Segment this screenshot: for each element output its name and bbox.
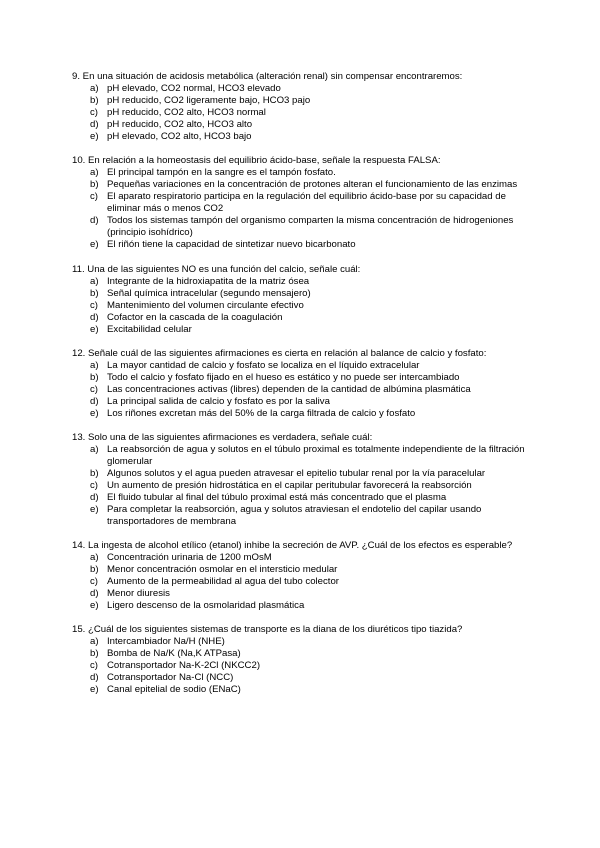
question-title: 15. ¿Cuál de los siguientes sistemas de transporte es la diana de los diuréticos tipo tiazida? [72, 624, 463, 635]
option-c [72, 480, 542, 492]
option-text: Excitabilidad celular [107, 324, 192, 335]
option-text: Intercambiador Na/H (NHE) [107, 636, 225, 647]
option-text: El aparato respiratorio participa en la regulación del equilibrio ácido-base por su capacidad de eliminar más o menos CO2 [107, 191, 506, 214]
option-e [72, 600, 542, 612]
option-letter: e) [90, 408, 99, 419]
option-e [72, 504, 542, 528]
option-text: Los riñones excretan más del 50% de la carga filtrada de calcio y fosfato [107, 408, 416, 419]
question-13 [72, 432, 542, 528]
option-letter: c) [90, 576, 98, 587]
question-title: 10. En relación a la homeostasis del equilibrio ácido-base, señale la respuesta FALSA: [72, 155, 441, 166]
option-c [72, 300, 542, 312]
option-text: pH elevado, CO2 normal, HCO3 elevado [107, 83, 281, 94]
option-d [72, 588, 542, 600]
option-d [72, 672, 542, 684]
option-d [72, 492, 542, 504]
option-text: Menor concentración osmolar en el intersticio medular [107, 564, 338, 575]
question-title: 11. Una de las siguientes NO es una función del calcio, señale cuál: [72, 264, 361, 275]
option-letter: c) [90, 191, 98, 202]
option-c [72, 107, 542, 119]
option-text: La principal salida de calcio y fosfato es por la saliva [107, 396, 330, 407]
option-text: Cotransportador Na-Cl (NCC) [107, 672, 234, 683]
option-d [72, 312, 542, 324]
option-b [72, 648, 542, 660]
option-text: Canal epitelial de sodio (ENaC) [107, 684, 241, 695]
option-list [72, 444, 542, 528]
option-e [72, 324, 542, 336]
option-text: pH reducido, CO2 alto, HCO3 normal [107, 107, 266, 118]
option-text: Integrante de la hidroxiapatita de la matriz ósea [107, 276, 310, 287]
option-b [72, 564, 542, 576]
option-b [72, 288, 542, 300]
option-text: El principal tampón en la sangre es el tampón fosfato. [107, 167, 336, 178]
option-letter: d) [90, 492, 99, 503]
option-a [72, 167, 542, 179]
option-text: Señal química intracelular (segundo mensajero) [107, 288, 311, 299]
option-letter: b) [90, 288, 99, 299]
option-text: Concentración urinaria de 1200 mOsM [107, 552, 272, 563]
option-a [72, 552, 542, 564]
option-a [72, 83, 542, 95]
option-letter: b) [90, 179, 99, 190]
option-text: Mantenimiento del volumen circulante efectivo [107, 300, 304, 311]
option-list [72, 276, 542, 336]
option-letter: d) [90, 119, 99, 130]
option-letter: e) [90, 239, 99, 250]
option-text: pH reducido, CO2 alto, HCO3 alto [107, 119, 253, 130]
option-letter: a) [90, 636, 99, 647]
option-text: Algunos solutos y el agua pueden atravesar el epitelio tubular renal por la vía paracelular [107, 468, 486, 479]
question-title: 12. Señale cuál de las siguientes afirmaciones es cierta en relación al balance de calcio y fosfato: [72, 348, 487, 359]
option-letter: c) [90, 107, 98, 118]
option-list [72, 636, 542, 696]
option-text: Las concentraciones activas (libres) dependen de la cantidad de albúmina plasmática [107, 384, 471, 395]
option-d [72, 215, 542, 239]
option-a [72, 276, 542, 288]
option-letter: b) [90, 648, 99, 659]
option-letter: d) [90, 672, 99, 683]
option-text: Cotransportador Na-K-2Cl (NKCC2) [107, 660, 261, 671]
option-c [72, 384, 542, 396]
option-text: El riñón tiene la capacidad de sintetizar nuevo bicarbonato [107, 239, 356, 250]
option-letter: a) [90, 167, 99, 178]
option-letter: a) [90, 444, 99, 455]
option-text: La reabsorción de agua y solutos en el túbulo proximal es totalmente independiente de la filtración glomerular [107, 444, 525, 467]
option-c [72, 191, 542, 215]
option-letter: a) [90, 360, 99, 371]
option-letter: e) [90, 600, 99, 611]
question-11 [72, 264, 542, 336]
question-14 [72, 540, 542, 612]
option-letter: e) [90, 324, 99, 335]
option-letter: a) [90, 83, 99, 94]
option-letter: c) [90, 384, 98, 395]
option-letter: e) [90, 684, 99, 695]
option-c [72, 660, 542, 672]
option-text: Bomba de Na/K (Na,K ATPasa) [107, 648, 241, 659]
option-b [72, 95, 542, 107]
option-text: Todo el calcio y fosfato fijado en el hueso es estático y no puede ser intercambiado [107, 372, 460, 383]
option-list [72, 360, 542, 420]
option-letter: d) [90, 312, 99, 323]
option-letter: b) [90, 95, 99, 106]
option-text: Pequeñas variaciones en la concentración de protones alteran el funcionamiento de las enzimas [107, 179, 518, 190]
option-e [72, 131, 542, 143]
option-letter: d) [90, 588, 99, 599]
option-letter: e) [90, 131, 99, 142]
option-text: Todos los sistemas tampón del organismo comparten la misma concentración de hidrogeniones (principio isohídrico) [107, 215, 514, 238]
option-text: Aumento de la permeabilidad al agua del tubo colector [107, 576, 340, 587]
option-b [72, 179, 542, 191]
option-letter: d) [90, 396, 99, 407]
question-12 [72, 348, 542, 420]
option-letter: e) [90, 504, 99, 515]
option-list [72, 552, 542, 612]
option-letter: b) [90, 564, 99, 575]
option-letter: d) [90, 215, 99, 226]
option-letter: a) [90, 552, 99, 563]
option-text: Ligero descenso de la osmolaridad plasmática [107, 600, 305, 611]
option-text: pH elevado, CO2 alto, HCO3 bajo [107, 131, 252, 142]
option-letter: c) [90, 660, 98, 671]
option-letter: c) [90, 300, 98, 311]
option-a [72, 636, 542, 648]
option-text: El fluido tubular al final del túbulo proximal está más concentrado que el plasma [107, 492, 447, 503]
option-a [72, 360, 542, 372]
option-letter: b) [90, 468, 99, 479]
option-list [72, 167, 542, 251]
option-e [72, 239, 542, 251]
option-b [72, 468, 542, 480]
option-text: Cofactor en la cascada de la coagulación [107, 312, 283, 323]
option-letter: b) [90, 372, 99, 383]
option-text: Menor diuresis [107, 588, 170, 599]
option-c [72, 576, 542, 588]
option-text: Un aumento de presión hidrostática en el capilar peritubular favorecerá la reabsorción [107, 480, 472, 491]
option-a [72, 444, 542, 468]
question-9 [72, 71, 542, 143]
question-title: 13. Solo una de las siguientes afirmaciones es verdadera, señale cuál: [72, 432, 373, 443]
option-letter: c) [90, 480, 98, 491]
question-10 [72, 155, 542, 251]
option-b [72, 372, 542, 384]
option-text: Para completar la reabsorción, agua y solutos atraviesan el endotelio del capilar usando transportadores de membrana [107, 504, 482, 527]
option-text: La mayor cantidad de calcio y fosfato se localiza en el líquido extracelular [107, 360, 420, 371]
option-d [72, 119, 542, 131]
option-letter: a) [90, 276, 99, 287]
option-d [72, 396, 542, 408]
option-e [72, 684, 542, 696]
question-15 [72, 624, 542, 696]
question-title: 9. En una situación de acidosis metabólica (alteración renal) sin compensar encontraremos: [72, 71, 463, 82]
option-list [72, 83, 542, 143]
question-title: 14. La ingesta de alcohol etílico (etanol) inhibe la secreción de AVP. ¿Cuál de los efectos es esperable? [72, 540, 513, 551]
option-text: pH reducido, CO2 ligeramente bajo, HCO3 pajo [107, 95, 311, 106]
option-e [72, 408, 542, 420]
